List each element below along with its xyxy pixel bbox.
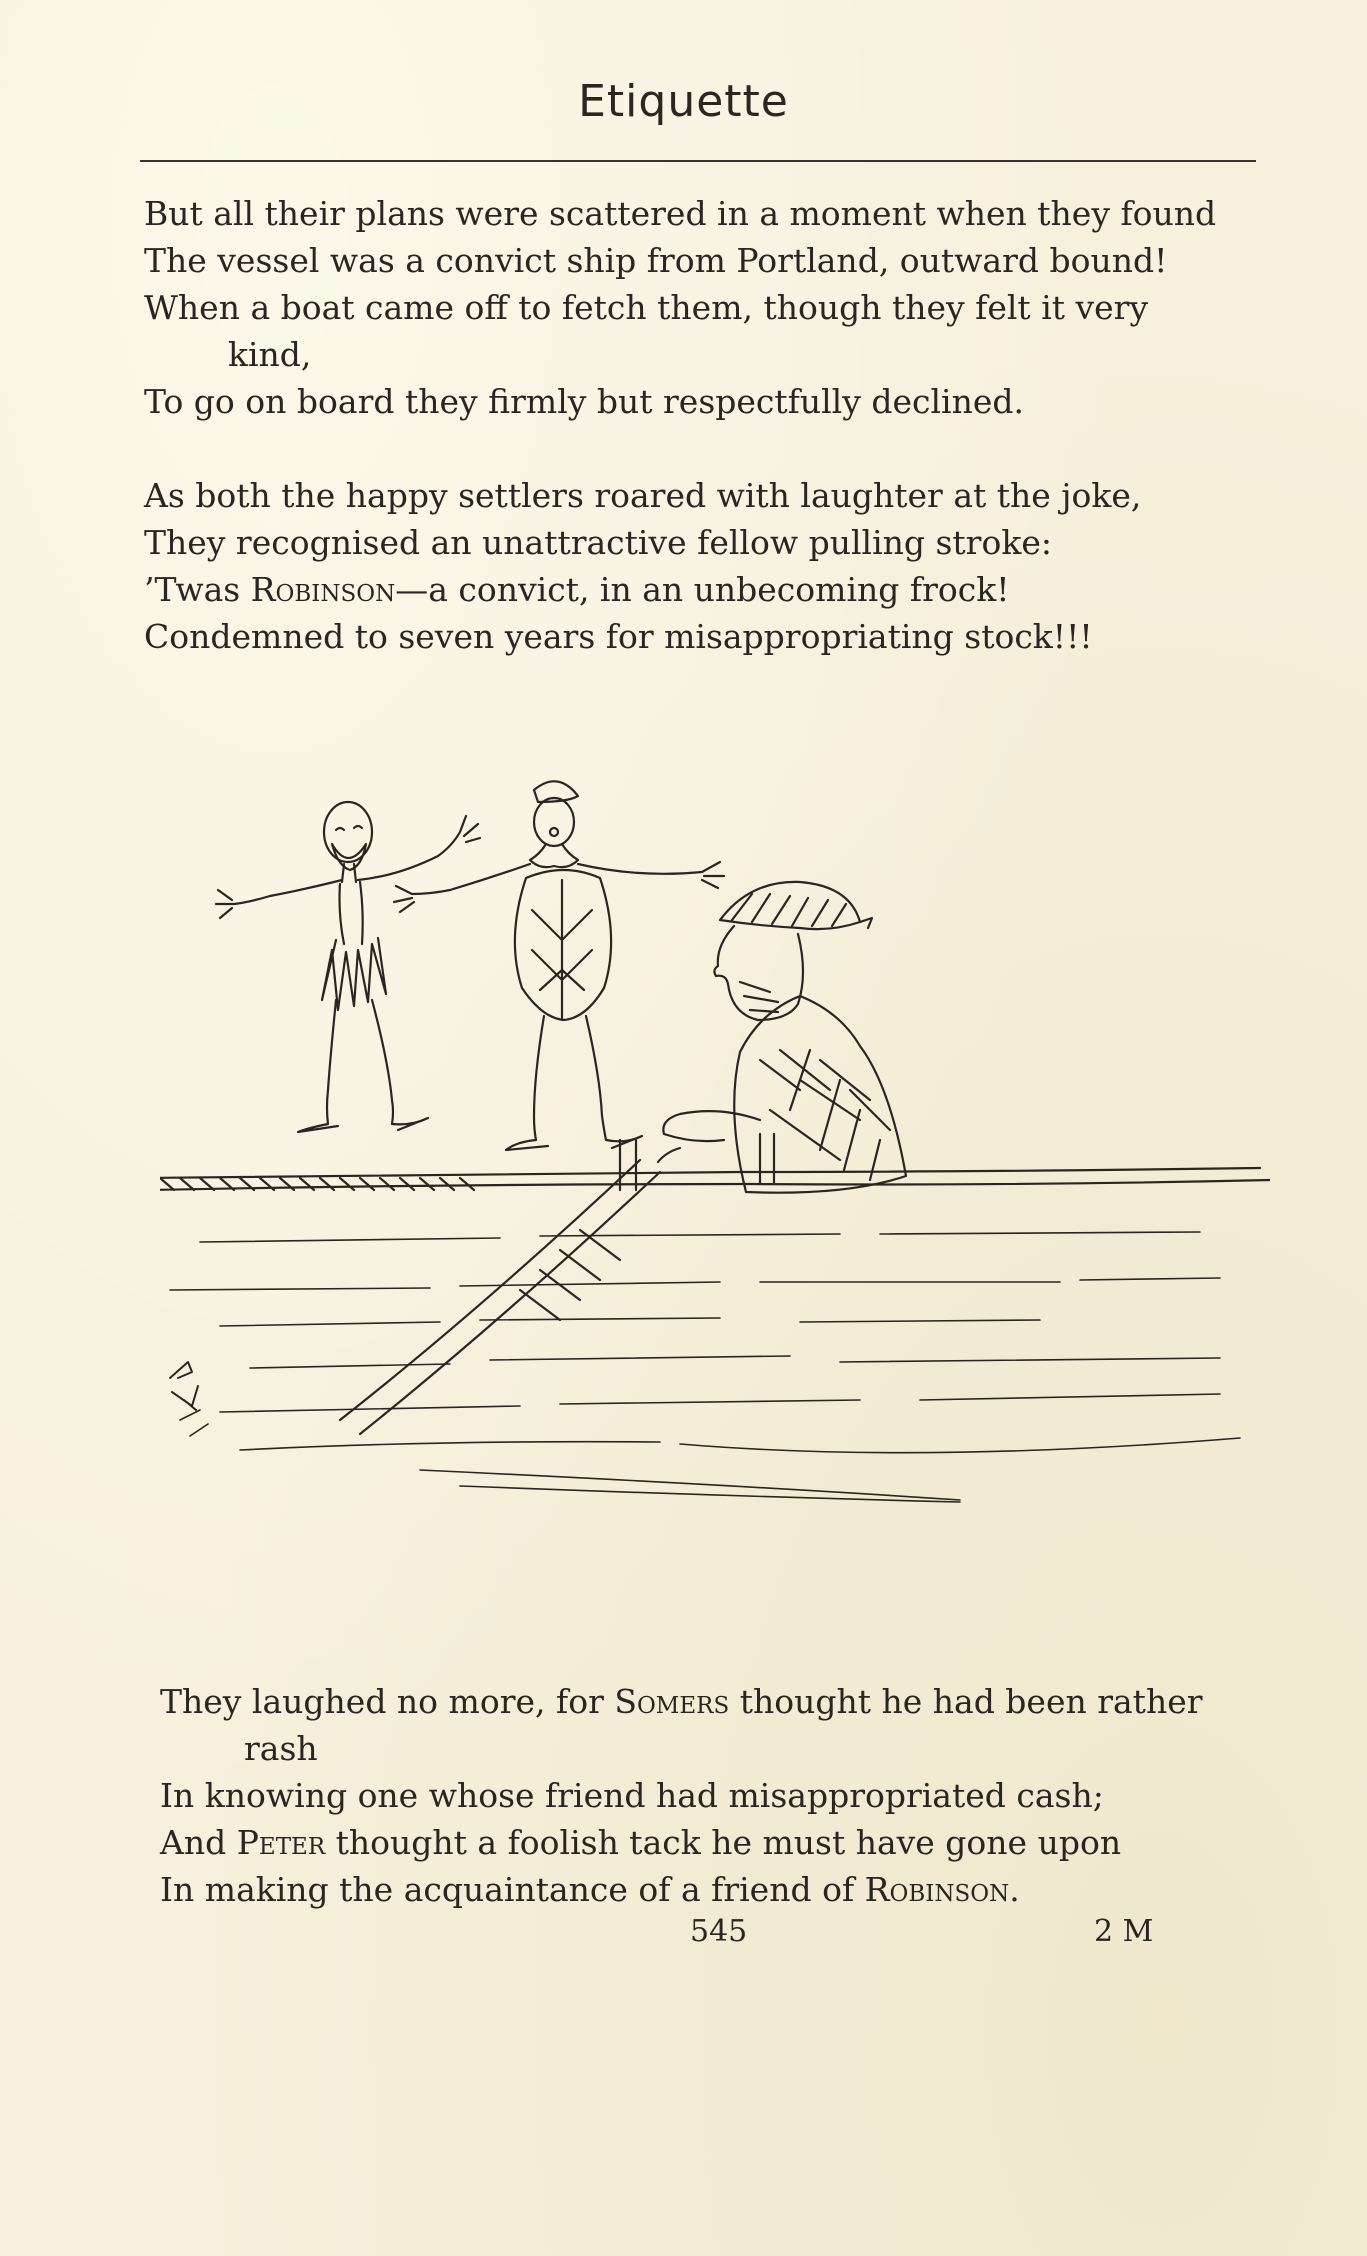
verse-fragment: thought a foolish tack he must have gone upon [325,1823,1122,1862]
verse-line [160,1678,1280,1725]
title-rule [140,160,1256,162]
stanza-3 [160,1678,1280,1913]
character-name-somers: Somers [614,1682,730,1721]
verse-line: To go on board they firmly but respectfully declined. [144,382,1025,421]
character-name-peter: Peter [236,1823,326,1862]
artist-monogram-icon [170,1362,198,1410]
signature-mark: 2 M [1094,1914,1154,1949]
verse-fragment: thought he had been rather [729,1682,1203,1721]
verse-line: Condemned to seven years for misappropriating stock!!! [144,617,1093,656]
water [170,1232,1240,1502]
page-title: Etiquette [578,76,789,127]
verse-line [160,1866,1280,1913]
verse-line: rash [244,1729,318,1768]
verse-line: When a boat came off to fetch them, though they felt it very [144,288,1149,327]
settler-figure-left [216,802,480,1132]
verse-line: kind, [228,335,312,374]
stanza-1 [144,190,1264,425]
verse-line [160,1819,1280,1866]
verse-line: The vessel was a convict ship from Portland, outward bound! [144,241,1168,280]
settler-figure-right [394,781,724,1150]
verse-fragment: . [1009,1870,1020,1909]
stanza-2 [144,472,1264,660]
convict-rower [658,882,906,1193]
verse-line: But all their plans were scattered in a moment when they found [144,194,1217,233]
verse-fragment: And [160,1823,237,1862]
verse-line: As both the happy settlers roared with laughter at the joke, [144,476,1142,515]
illustration [160,760,1270,1580]
character-name-robinson: Robinson [864,1870,1010,1909]
verse-line: They recognised an unattractive fellow pulling stroke: [144,523,1052,562]
verse-line [144,566,1264,613]
verse-fragment: ’Twas [144,570,251,609]
page-number: 545 [690,1914,748,1949]
boat [160,1134,1270,1434]
verse-fragment: They laughed no more, for [160,1682,615,1721]
verse-fragment: In making the acquaintance of a friend of [160,1870,865,1909]
character-name-robinson: Robinson [250,570,396,609]
verse-fragment: —a convict, in an unbecoming frock! [395,570,1010,609]
verse-line: In knowing one whose friend had misappropriated cash; [160,1776,1104,1815]
